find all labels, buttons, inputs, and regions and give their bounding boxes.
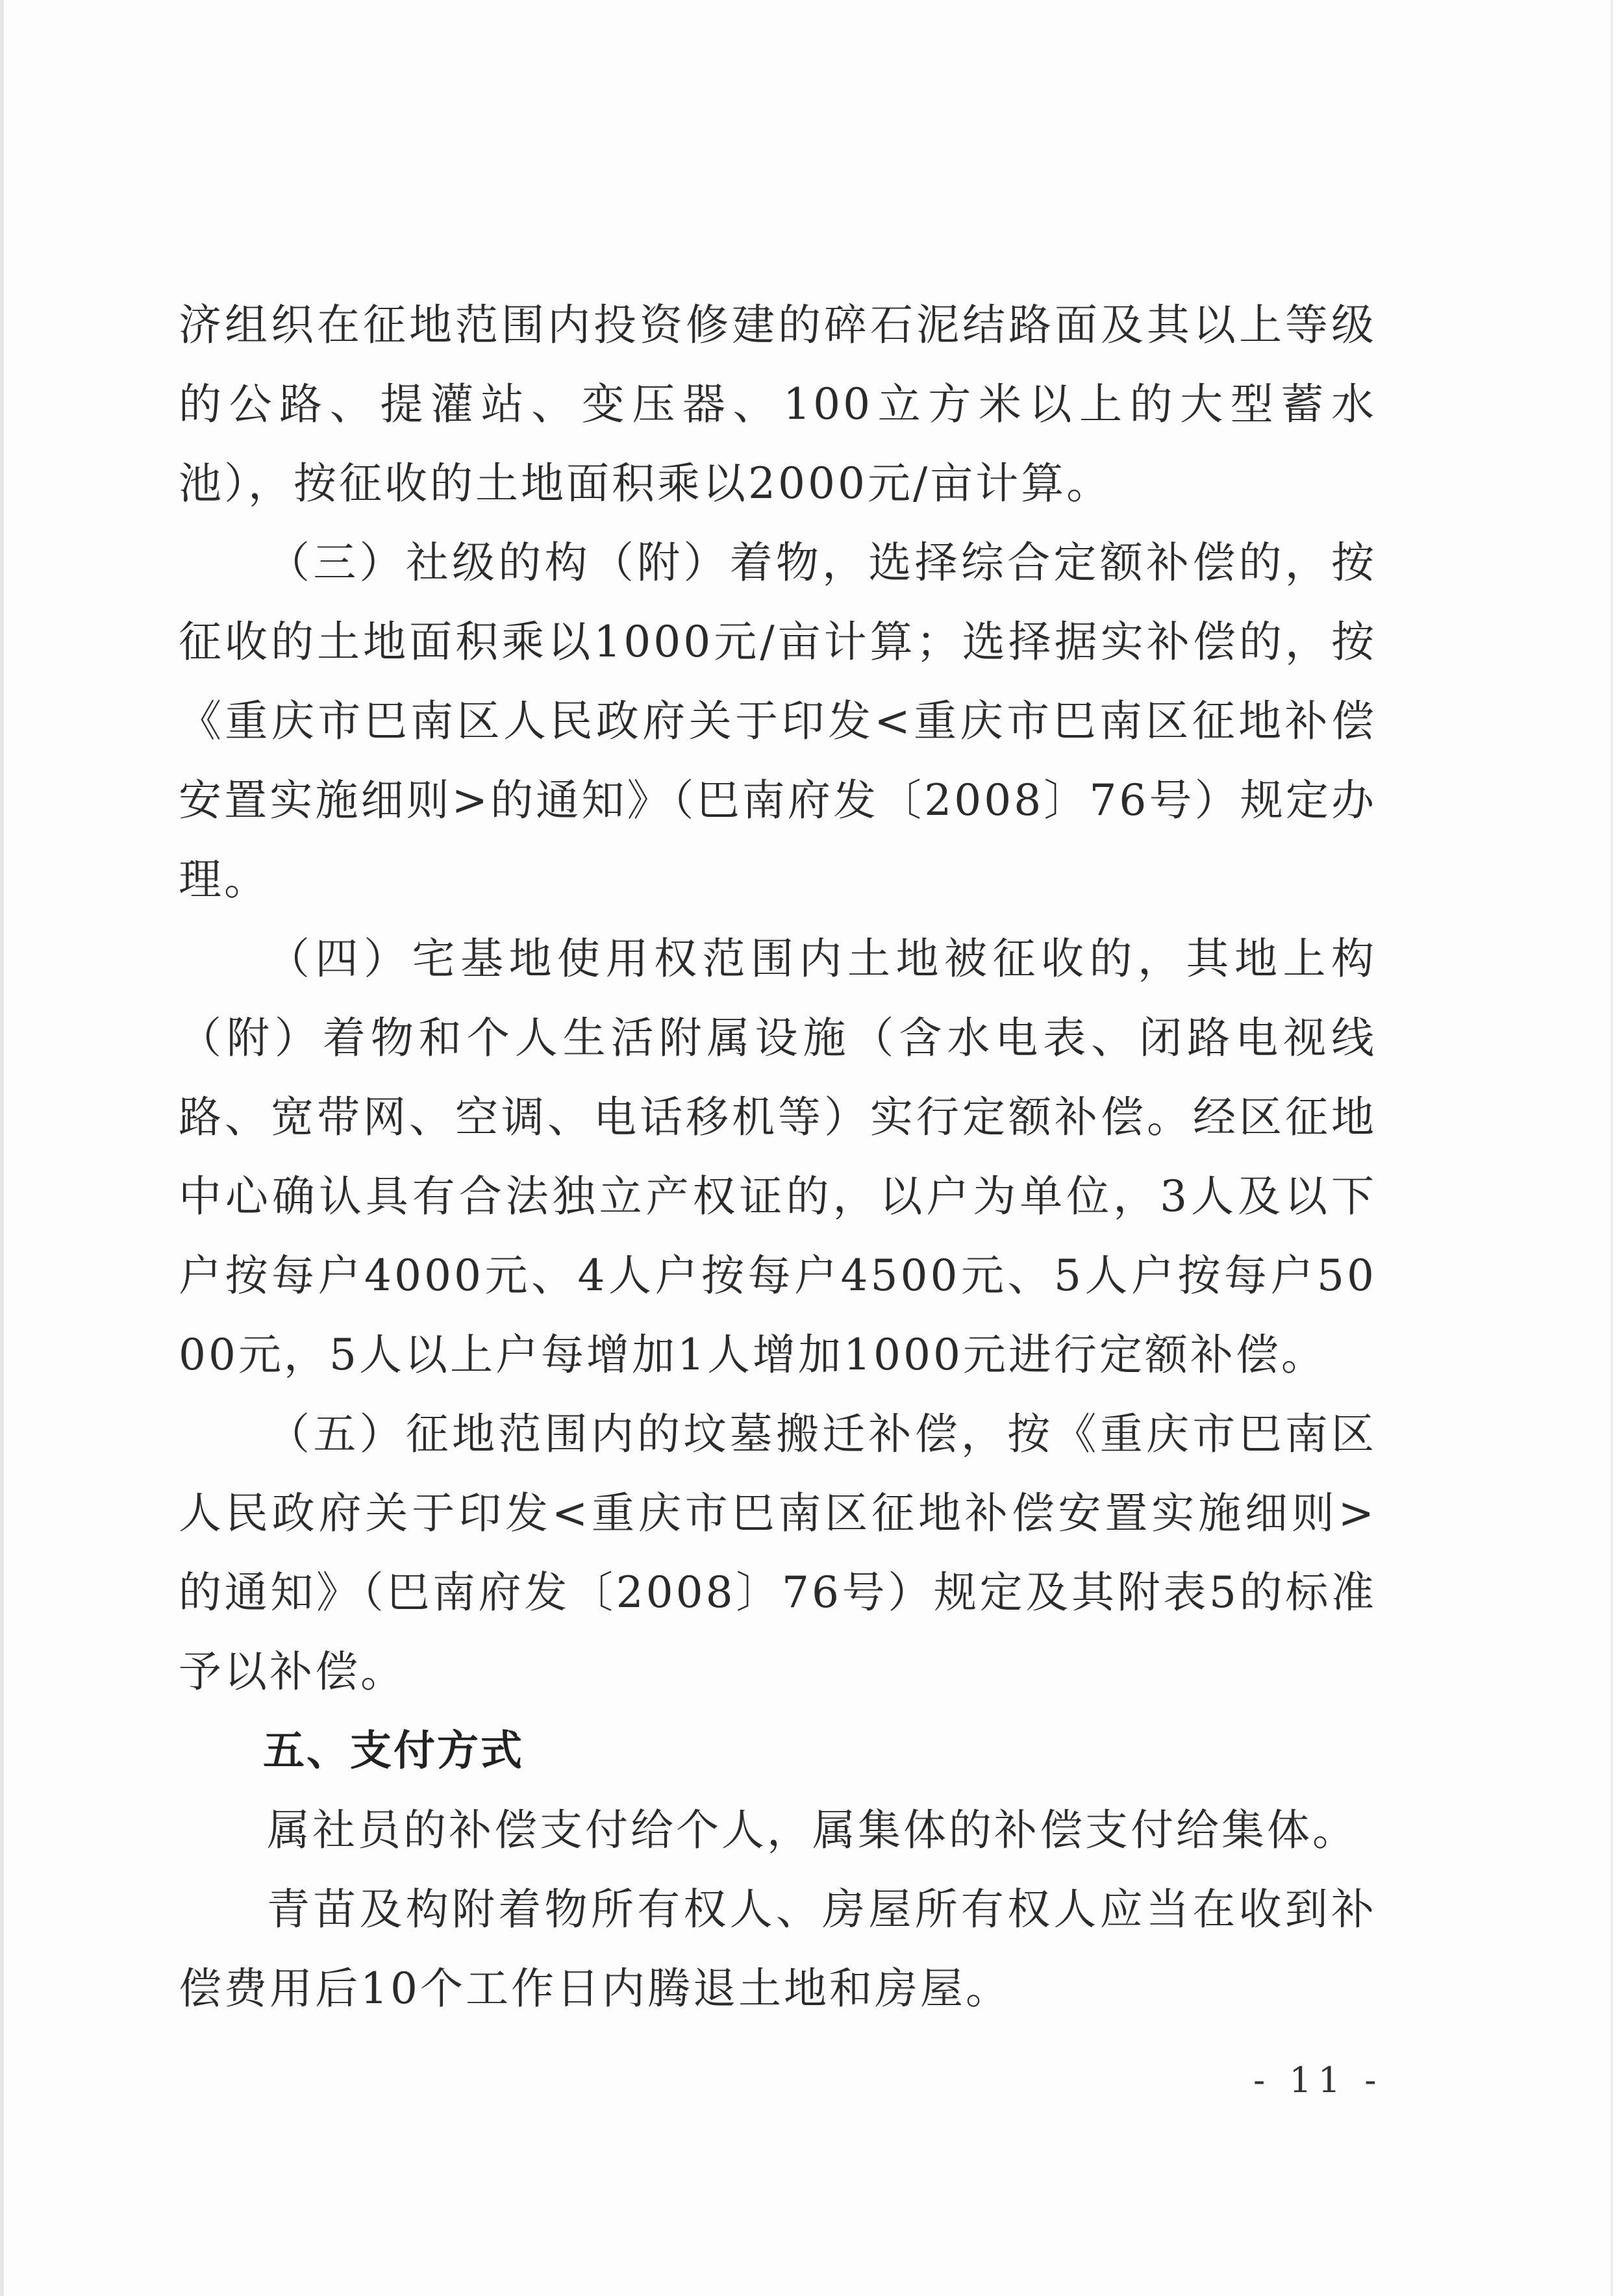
- paragraph-continuation: 济组织在征地范围内投资修建的碎石泥结路面及其以上等级的公路、提灌站、变压器、100立方米以上的大型蓄水池），按征收的土地面积乘以2000元/亩计算。: [179, 300, 1377, 508]
- paragraph-payment-1: 属社员的补偿支付给个人，属集体的补偿支付给集体。: [267, 1805, 1358, 1855]
- page-number: - 11 -: [1253, 2060, 1383, 2101]
- paragraph-item-4: （四）宅基地使用权范围内土地被征收的，其地上构（附）着物和个人生活附属设施（含水电表、闭路电视线路、宽带网、空调、电话移机等）实行定额补偿。经区征地中心确认具有合法独立产权证的，以户为单位，3人及以下户按每户4000元、4人户按每户4500元、5人户按每户5000元，5人以上户每增加1人增加1000元进行定额补偿。: [179, 934, 1377, 1380]
- paragraph-payment-2: 青苗及构附着物所有权人、房屋所有权人应当在收到补偿费用后10个工作日内腾退土地和房屋。: [179, 1884, 1377, 2014]
- paragraph-item-3: （三）社级的构（附）着物，选择综合定额补偿的，按征收的土地面积乘以1000元/亩计算；选择据实补偿的，按《重庆市巴南区人民政府关于印发<重庆市巴南区征地补偿安置实施细则>的通知》（巴南府发〔2008〕76号）规定办理。: [179, 538, 1377, 905]
- document-body: [179, 286, 1377, 2028]
- paragraph-item-5: （五）征地范围内的坟墓搬迁补偿，按《重庆市巴南区人民政府关于印发<重庆市巴南区征地补偿安置实施细则>的通知》（巴南府发〔2008〕76号）规定及其附表5的标准予以补偿。: [179, 1409, 1377, 1697]
- section-heading-payment: 五、支付方式: [263, 1727, 524, 1775]
- scan-right-edge: [1610, 0, 1613, 2296]
- scan-left-edge: [0, 0, 4, 2296]
